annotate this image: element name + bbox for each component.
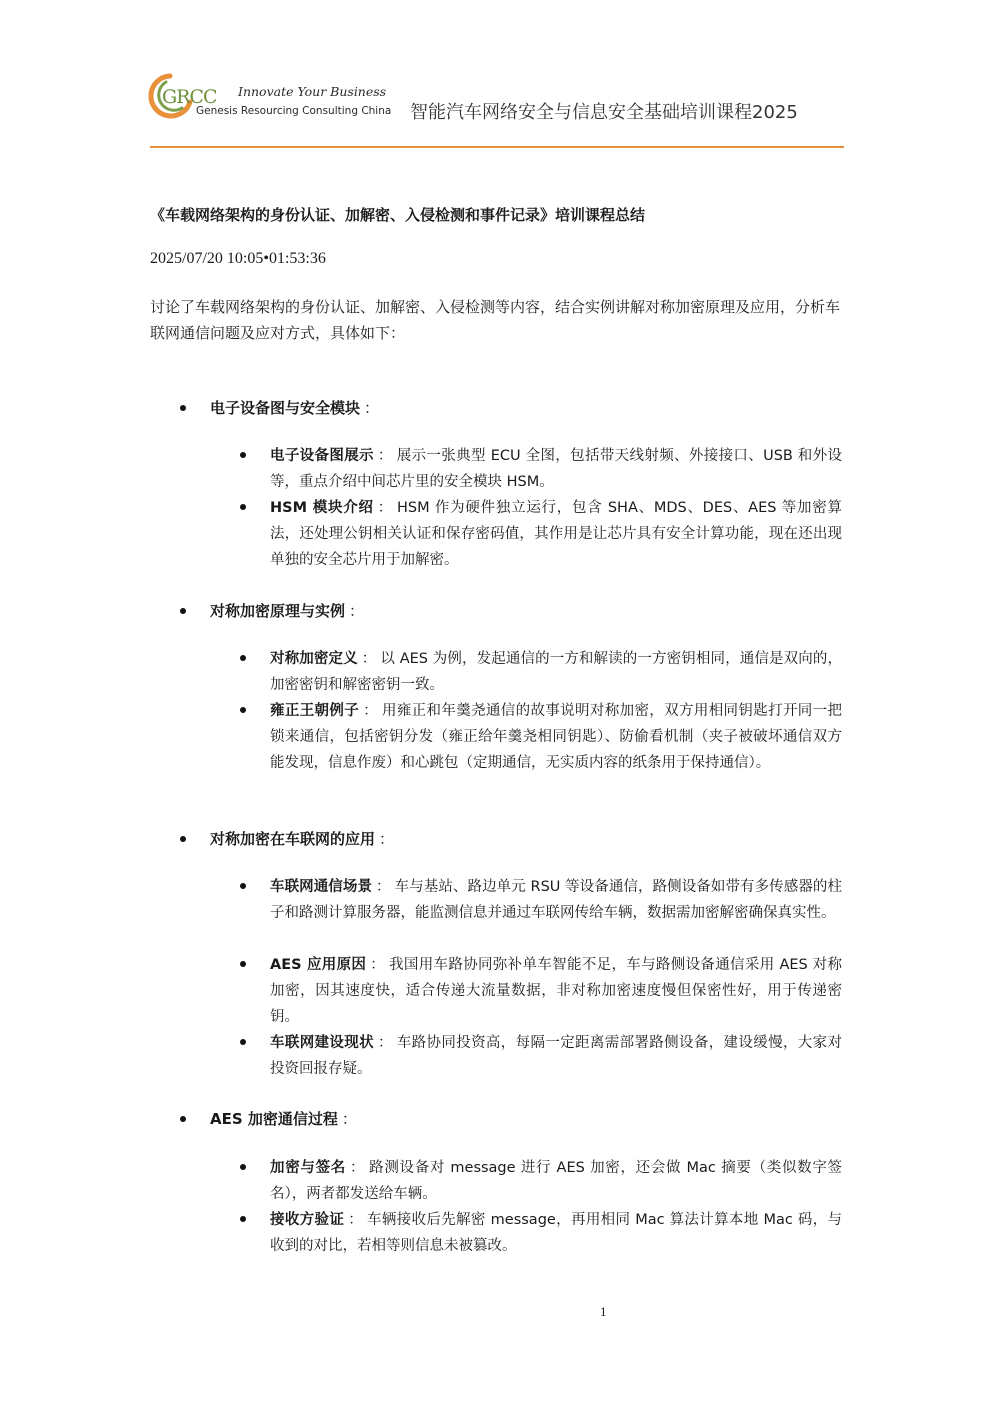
intro-paragraph: 讨论了车载网络架构的身份认证、加解密、入侵检测等内容，结合实例讲解对称加密原理及应用，分析车联网通信问题及应对方式，具体如下： [150,298,841,342]
document-title: 《车载网络架构的身份认证、加解密、入侵检测和事件记录》培训课程总结 [150,206,646,224]
item-term: 雍正王朝例子 [270,703,360,719]
item-text: 路测设备对 message 进行 AES 加密，还会做 Mac 摘要（类似数字签名），两者都发送给车辆。 [270,1160,843,1202]
bullet-icon [180,1116,186,1122]
page-number: 1 [600,1304,607,1319]
section-title: 电子设备图与安全模块 [210,399,361,417]
header-divider [150,146,844,148]
item-text: 车辆接收后先解密 message，再用相同 Mac 算法计算本地 Mac 码，与收到的对比，若相等则信息未被篡改。 [270,1212,843,1254]
item-term: AES 应用原因 [270,957,367,973]
logo-company-name: Genesis Resourcing Consulting China [196,105,392,117]
bullet-icon [180,405,186,411]
bullet-icon [240,1216,246,1222]
item-text: HSM 作为硬件独立运行，包含 SHA、MDS、DES、AES 等加密算法，还处理公钥相关认证和保存密码值，其作用是让芯片具有安全计算功能，现在还出现单独的安全芯片用于加解密。 [270,500,843,568]
item-text: 车路协同投资高，每隔一定距离需部署路侧设备，建设缓慢，大家对投资回报存疑。 [270,1035,843,1077]
item-term: 对称加密定义 [270,651,358,667]
bullet-icon [180,608,186,614]
item-text: 车与基站、路边单元 RSU 等设备通信，路侧设备如带有多传感器的柱子和路测计算服务器，能监测信息并通过车联网传给车辆，数据需加密解密确保真实性。 [270,879,842,921]
item-term: 接收方验证 [270,1212,345,1228]
item-text: 展示一张典型 ECU 全图，包括带天线射频、外接接口、USB 和外设等，重点介绍中间芯片里的安全模块 HSM。 [270,448,842,490]
item-text: 用雍正和年羹尧通信的故事说明对称加密，双方用相同钥匙打开同一把锁来通信，包括密钥分发（雍正给年羹尧相同钥匙）、防偷看机制（夹子被破坏通信双方能发现，信息作废）和心跳包（定期通信，无实质内容的纸条用于保持通信）。 [270,703,843,771]
item-term: 加密与签名 [270,1160,346,1176]
item-term: 电子设备图展示 [270,448,374,464]
bullet-icon [240,504,246,510]
bullet-icon [240,883,246,889]
company-logo [146,72,392,122]
item-text: 我国用车路协同弥补单车智能不足，车与路侧设备通信采用 AES 对称加密，因其速度快，适合传递大流量数据，非对称加密速度慢但保密性好，用于传递密钥。 [270,957,842,1025]
item-term: 车联网通信场景 [270,879,373,895]
bullet-icon [240,707,246,713]
item-term: 车联网建设现状 [270,1035,374,1051]
bullet-icon [240,655,246,661]
item-term: HSM 模块介绍 [270,500,374,516]
bullet-icon [240,1164,246,1170]
section-title: AES 加密通信过程 [210,1110,338,1128]
section-title: 对称加密原理与实例 [210,602,346,620]
bullet-icon [180,836,186,842]
logo-tagline: Innovate Your Business [238,84,387,99]
section-title: 对称加密在车联网的应用 [210,830,376,848]
bullet-icon [240,452,246,458]
course-title: 智能汽车网络安全与信息安全基础培训课程2025 [410,102,798,123]
logo-letters: GRCC [162,86,217,108]
bullet-icon [240,1039,246,1045]
item-text: 以 AES 为例，发起通信的一方和解读的一方密钥相同，通信是双向的，加密密钥和解密密钥一致。 [270,651,842,693]
bullet-icon [240,961,246,967]
timestamp: 2025/07/20 10:05•01:53:36 [150,250,326,267]
